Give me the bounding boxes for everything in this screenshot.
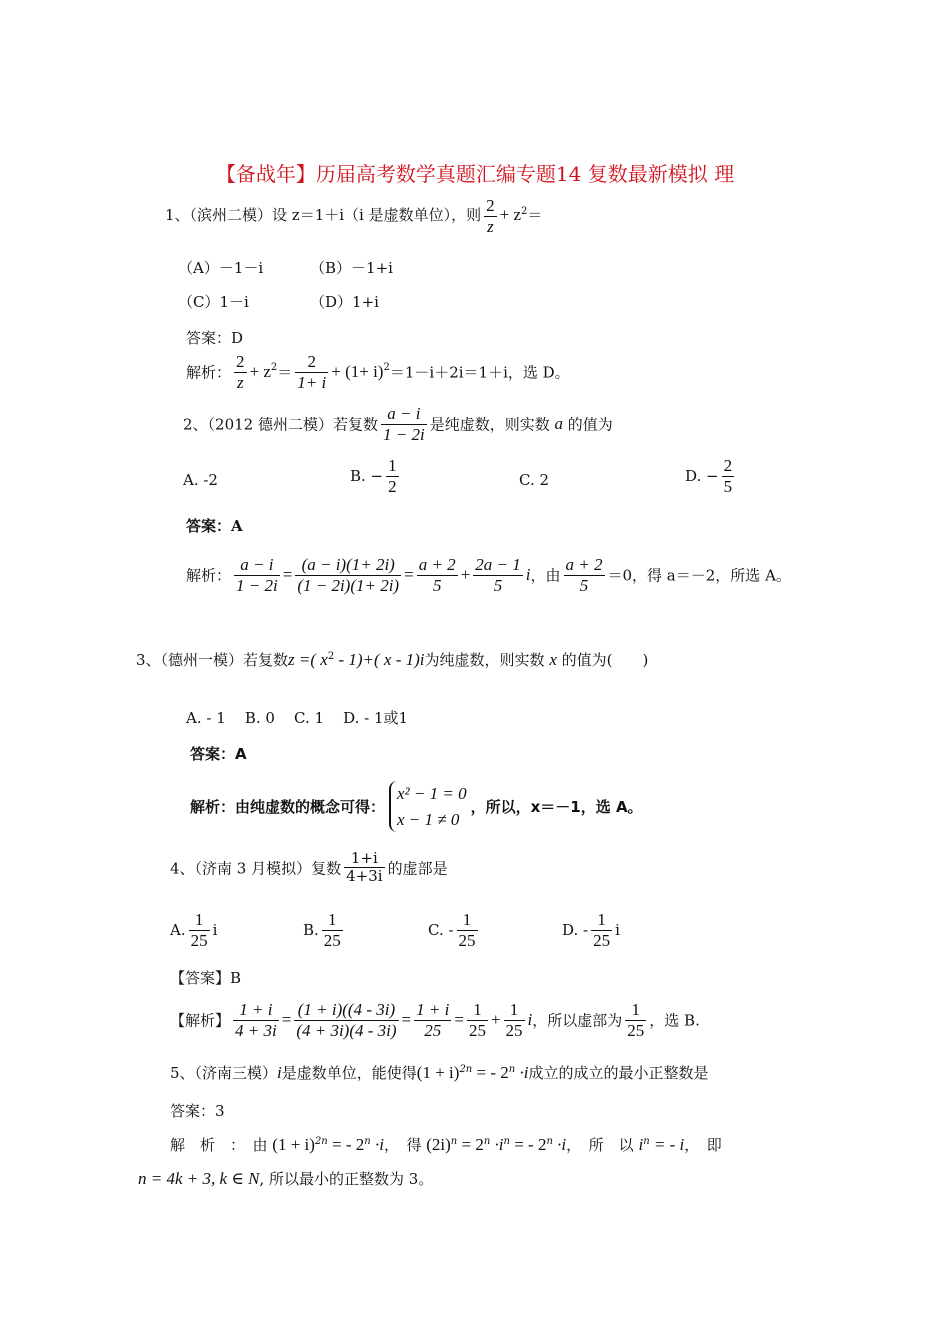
q5-a-f1-tail2: ·i (370, 1135, 384, 1154)
q5-a-f2-exp4: n (546, 1136, 553, 1147)
q2-a-i: i (525, 565, 531, 585)
q2-a-f2-den: (1 − 2i)(1+ 2i) (297, 575, 400, 595)
q2-opt-b-num: 1 (388, 456, 397, 475)
q5-line2-end: , 所以最小的正整数为 3。 (259, 1170, 434, 1188)
q1-a-mid: + z (249, 362, 271, 382)
q4-opt-c-label: C. - (428, 921, 454, 940)
q5-a-f2-exp: n (450, 1136, 458, 1147)
q4-opt-d-frac (591, 910, 612, 950)
q2-opt-d-label: D. − (685, 467, 719, 486)
q4-stem-den: 4+3i (346, 867, 383, 886)
q5-a-f2-tail: = 2 (457, 1135, 484, 1154)
q3-formula-exp: 2 (327, 651, 335, 662)
q4-a-f4-num: 1 (467, 1000, 488, 1021)
q5-analysis-line2 (138, 1168, 433, 1189)
q2-answer: 答案：A (186, 517, 243, 535)
q4-stem-prefix: 4、（济南 3 月模拟）复数 (170, 859, 342, 878)
q1-a-f1-den: z (236, 372, 244, 392)
q3-formula: z =( x (288, 650, 328, 669)
q4-a-end: ，选 B. (649, 1011, 700, 1030)
q4-opt-a-frac (189, 910, 210, 950)
q5-a-f2-tail3: = - 2 (509, 1135, 547, 1154)
q5-a-f1: (1 + i) (272, 1135, 315, 1154)
q5-stem-mid: 是虚数单位，能使得 (281, 1064, 417, 1082)
q3-analysis-end: ，所以，x＝－1，选 A。 (470, 798, 643, 816)
q1-a-exp: 2 (270, 362, 278, 374)
q4-answer: 【答案】B (170, 969, 242, 987)
q4-opt-c-frac (457, 910, 478, 950)
q3-options: A. - 1 B. 0 C. 1 D. - 1或1 (186, 709, 409, 727)
q2-stem-suffix: 是纯虚数，则实数 (429, 415, 550, 434)
q4-a-f1-den: 4 + 3i (235, 1020, 277, 1040)
q4-opt-d-i: i (615, 921, 620, 940)
q3-sys-line2: x − 1 ≠ 0 (397, 809, 460, 829)
q4-a-eq3: = (454, 1010, 464, 1030)
q2-analysis (186, 555, 791, 595)
q4-a-f5-den: 25 (505, 1020, 523, 1040)
q4-option-d (562, 910, 620, 950)
q4-opt-c-den: 25 (458, 930, 476, 950)
q2-opt-b-den: 2 (388, 476, 397, 496)
q4-a-f6-den: 25 (627, 1020, 645, 1040)
q2-analysis-label: 解析： (186, 566, 232, 585)
q2-a-f5-den: 5 (579, 575, 589, 595)
q1-stem-exp: 2 (521, 206, 528, 218)
q1-a-tail-exp: 2 (383, 362, 390, 374)
q3-stem-suffix: 为纯虚数，则实数 (424, 651, 545, 669)
q4-stem-suffix: 的虚部是 (387, 859, 448, 878)
q3-sys-line1: x² − 1 = 0 (397, 784, 467, 803)
q4-opt-d-num: 1 (591, 910, 612, 931)
q2-a-f3-den: 5 (432, 575, 442, 595)
q3-answer: 答案：A (190, 745, 247, 763)
q1-analysis-frac2 (295, 352, 328, 392)
q5-answer: 答案：3 (170, 1102, 225, 1120)
q5-stem-end: 成立的成立的最小正整数是 (528, 1064, 709, 1082)
q5-a-f2-exp3: n (503, 1136, 510, 1147)
q2-stem-num: a − i (381, 404, 427, 425)
q4-a-f5-num: 1 (504, 1000, 525, 1021)
q1-stem-eq: ＝ (527, 206, 543, 225)
q4-opt-b-frac (322, 910, 343, 950)
q2-a-frac2 (295, 555, 401, 595)
q2-opt-d-num: 2 (723, 456, 733, 475)
q2-stem-end: 的值为 (567, 415, 613, 434)
q5-stem-var: i (277, 1063, 282, 1082)
q5-a-f3-tail: = - i (649, 1135, 685, 1154)
q4-a-f2-den: (4 + 3i)(4 - 3i) (296, 1020, 397, 1040)
q2-a-eq2: = (404, 565, 414, 585)
q2-a-f2-num: (a − i)(1+ 2i) (295, 555, 401, 576)
q4-stem-fraction (344, 850, 384, 886)
q2-a-end: ＝0，得 a＝－2，所选 A。 (607, 566, 791, 585)
q3-stem-var: x (549, 650, 557, 669)
q1-option-d: （D）1+i (310, 293, 379, 311)
q4-a-frac1 (233, 1000, 279, 1040)
q1-analysis-frac1 (234, 352, 247, 392)
q5-formula-exp: 2n (459, 1064, 473, 1075)
q1-stem-frac-den: z (487, 216, 494, 236)
q1-a-eq: ＝ (277, 363, 293, 382)
q2-a-f5-num: a + 2 (565, 555, 603, 574)
q4-a-eq1: = (281, 1010, 292, 1030)
q4-option-b (303, 910, 346, 950)
q4-a-frac4 (467, 1000, 488, 1040)
q5-a-f3-exp: n (643, 1136, 650, 1147)
q4-opt-c-num: 1 (457, 910, 478, 931)
q1-answer: 答案：D (186, 329, 244, 347)
q1-analysis-label: 解析： (186, 363, 232, 382)
q4-analysis-label: 【解析】 (170, 1011, 231, 1030)
q2-a-plus: + (460, 565, 471, 585)
q4-a-mid: ，所以虚部为 (532, 1011, 623, 1030)
q4-opt-d-label: D. - (562, 921, 589, 940)
q5-formula-exp2: n (508, 1064, 516, 1075)
q5-formula-tail: = - 2 (472, 1063, 509, 1082)
q5-a-f1-tail: = - 2 (327, 1135, 365, 1154)
q4-opt-a-den: 25 (190, 930, 208, 950)
q5-a-f1-exp2: n (364, 1136, 371, 1147)
q2-option-b (350, 456, 402, 496)
q5-a-mid3: ， 即 (684, 1136, 722, 1154)
question-1-stem (165, 196, 542, 236)
q4-a-f2-num: (1 + i)((4 - 3i) (294, 1000, 398, 1021)
q2-a-f3-num: a + 2 (418, 555, 456, 574)
q2-a-mid: ，由 (530, 566, 561, 585)
q2-stem-prefix: 2、（2012 德州二模）若复数 (183, 415, 378, 434)
q4-opt-b-label: B. (303, 921, 319, 940)
q3-stem-end: 的值为( ) (561, 651, 649, 669)
q4-a-frac3 (414, 1000, 451, 1040)
q2-a-f1-num: a − i (234, 555, 280, 576)
q4-opt-d-den: 25 (593, 930, 611, 950)
q1-analysis (186, 352, 570, 392)
q4-opt-b-den: 25 (323, 930, 341, 950)
q2-stem-fraction (381, 404, 427, 444)
q5-a-mid2: ， 所 以 (566, 1136, 634, 1154)
q4-a-plus: + (490, 1010, 501, 1030)
q5-a-label: 解 析 ： 由 (170, 1136, 268, 1154)
q2-a-eq1: = (282, 565, 293, 585)
q4-a-f3-num: 1 + i (416, 1000, 450, 1019)
q2-a-frac4 (473, 555, 522, 595)
q4-option-c (428, 910, 481, 950)
q5-stem-prefix: 5、（济南三模） (170, 1064, 278, 1082)
q5-a-f2-tail4: ·i (552, 1135, 567, 1154)
q4-stem-num: 1+i (344, 850, 384, 868)
q5-a-mid1: ， 得 (383, 1136, 422, 1154)
q1-a-f1-num: 2 (236, 352, 245, 371)
question-2-stem (183, 404, 613, 444)
q1-option-a: （A）－1－i (178, 259, 264, 277)
q4-a-frac2 (294, 1000, 398, 1040)
q5-a-f2-exp2: n (483, 1136, 491, 1147)
q1-stem-text: 1、（滨州二模）设 z＝1＋i（i 是虚数单位），则 (165, 206, 482, 225)
q1-a-tail: + (1+ i) (331, 362, 384, 382)
q2-opt-b-label: B. − (350, 467, 384, 486)
q4-a-f3-den: 25 (424, 1020, 442, 1040)
q3-formula-tail: - 1)+( x - 1)i (334, 650, 425, 669)
q4-a-f1-num: 1 + i (233, 1000, 279, 1021)
q5-formula: (1 + i) (416, 1063, 460, 1082)
q2-a-frac5 (564, 555, 605, 595)
q1-stem-fraction (484, 196, 497, 236)
q3-analysis (190, 781, 643, 832)
q5-a-f3: i (638, 1135, 644, 1154)
q4-opt-a-num: 1 (189, 910, 210, 931)
q1-a-tail2: ＝1－i＋2i＝1＋i，选 D。 (389, 363, 570, 382)
q4-a-frac5 (504, 1000, 525, 1040)
q3-stem-prefix: 3、（德州一模）若复数 (136, 651, 289, 669)
q2-a-f4-num: 2a − 1 (475, 555, 521, 574)
q5-a-f2: (2i) (426, 1135, 451, 1154)
q4-a-i: i (527, 1010, 533, 1030)
q2-option-c: C. 2 (519, 471, 550, 489)
q1-a-f2-num: 2 (295, 352, 328, 373)
q4-opt-a-i: i (212, 921, 218, 940)
q2-opt-d-den: 5 (723, 476, 733, 496)
q2-option-a: A. -2 (183, 471, 218, 489)
q4-option-a (170, 910, 217, 950)
q2-stem-var: a (554, 414, 563, 434)
question-5-stem (170, 1062, 708, 1083)
q5-analysis-line1 (170, 1134, 722, 1155)
q2-a-f1-den: 1 − 2i (236, 575, 278, 595)
q4-a-f4-den: 25 (468, 1020, 486, 1040)
question-3-stem (136, 649, 648, 670)
q4-opt-a-label: A. (170, 921, 186, 940)
q4-analysis (170, 1000, 700, 1040)
q5-a-f2-tail2: ·i (490, 1135, 504, 1154)
q1-option-b: （B）－1+i (310, 259, 393, 277)
q1-a-f2-den: 1+ i (297, 372, 327, 392)
q2-opt-d-frac (722, 456, 735, 496)
q4-a-frac6 (625, 1000, 646, 1040)
q1-stem-suffix: + z (499, 205, 522, 225)
q1-option-c: （C）1－i (178, 293, 249, 311)
q2-option-d (685, 456, 737, 496)
q5-formula-tail2: ·i (515, 1063, 529, 1082)
q2-a-frac3 (417, 555, 458, 595)
question-4-stem (170, 850, 448, 886)
page-title: 【备战年】历届高考数学真题汇编专题14 复数最新模拟 理 (215, 162, 735, 186)
q4-a-eq2: = (401, 1010, 412, 1030)
q3-equation-system (389, 781, 467, 832)
q3-analysis-label: 解析：由纯虚数的概念可得： (190, 798, 386, 816)
q4-opt-b-num: 1 (322, 910, 343, 931)
q2-opt-b-frac (386, 456, 399, 496)
q5-a-f1-exp: 2n (314, 1136, 328, 1147)
q2-a-frac1 (234, 555, 280, 595)
q5-line2-formula: n = 4k + 3, k ∈ N (138, 1169, 260, 1188)
q2-a-f4-den: 5 (493, 575, 503, 595)
q4-a-f6-num: 1 (625, 1000, 646, 1021)
q2-stem-den: 1 − 2i (383, 424, 425, 444)
q1-stem-frac-num: 2 (486, 196, 495, 215)
